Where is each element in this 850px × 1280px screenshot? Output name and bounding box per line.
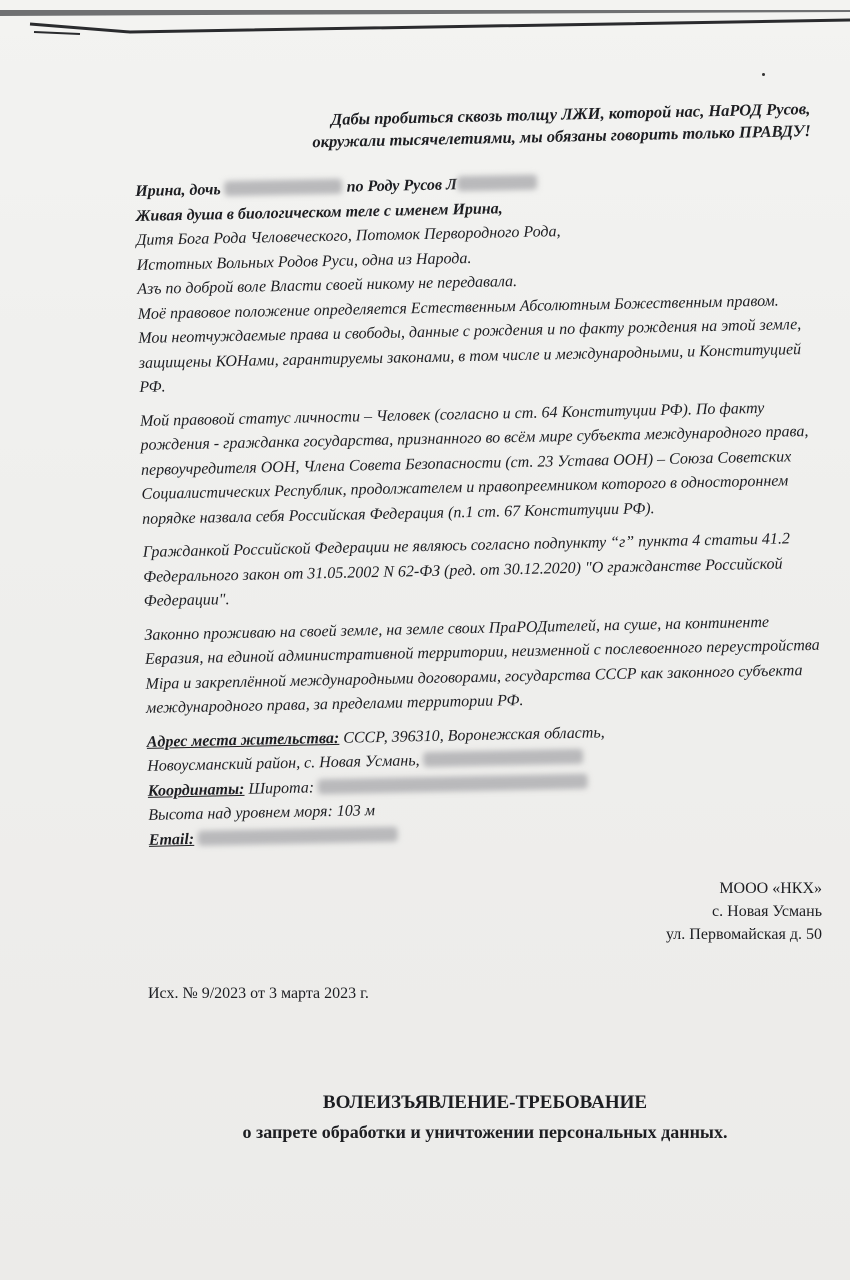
redacted-patronymic xyxy=(225,179,343,196)
document-subtitle: о запрете обработки и уничтожении персональных данных. xyxy=(242,1122,728,1142)
sender-line-3: Дитя Бога Рода Человеческого, Потомок Первородного Рода, xyxy=(136,223,561,249)
address-line-2-text: Новоусманский район, с. Новая Усмань, xyxy=(147,752,420,775)
epigraph xyxy=(250,98,811,155)
epigraph-line-2: окружали тысячелетиями, мы обязаны говорить только ПРАВДУ! xyxy=(312,120,811,152)
address-label: Адрес места жительства: xyxy=(146,729,340,751)
status-paragraph: Мой правовой статус личности – Человек (согласно и ст. 64 Конституции РФ). По факту рождения - гражданка государства, признанного во всём мире субъекта международного права, первоучредителя ООН, Члена Совета Безопасности (ст. 23 Устава ООН) – Союза Советских Социалистических Республик, продолжателем и правопреемником которого в одностороннем порядке назвала себя Российская Федерация (п.1 ст. 67 Конституции РФ). xyxy=(139,399,809,528)
sender-line-4: Истотных Вольных Родов Руси, одна из Народа. xyxy=(136,249,472,274)
sender-line-7: Мои неотчуждаемые права и свободы, данные с рождения и по факту рождения на этой земле, защищены КОНами, гарантируемы законами, в том числе и международными, и Конституцией РФ. xyxy=(138,316,802,396)
outgoing-reference: Исх. № 9/2023 от 3 марта 2023 г. xyxy=(148,985,369,1002)
redacted-surname xyxy=(457,175,537,192)
sender-name-part-2: по Роду Русов Л xyxy=(346,176,458,196)
document-title: ВОЛЕИЗЪЯВЛЕНИЕ-ТРЕБОВАНИЕ xyxy=(322,1092,648,1113)
sender-line-6: Моё правовое положение определяется Естественным Абсолютным Божественным правом. xyxy=(137,292,779,323)
altitude-line: Высота над уровнем моря: 103 м xyxy=(148,802,376,824)
addressee-city: с. Новая Усмань xyxy=(712,903,822,920)
redacted-street xyxy=(423,749,583,767)
page-fold-shadow xyxy=(0,10,850,36)
citizenship-paragraph: Гражданкой Российской Федерации не являюсь согласно подпункту “г” пункта 4 статьи 41.2 Федерального закон от 31.05.2002 N 62-ФЗ (ред. от 30.12.2020) "О гражданстве Российской Федерации". xyxy=(142,530,791,610)
ink-dot xyxy=(762,73,765,76)
sender-line-5: Азъ по доброй воле Власти своей никому не передавала. xyxy=(137,273,518,298)
redacted-email xyxy=(198,826,398,845)
sender-block xyxy=(135,166,824,853)
coordinates-label: Координаты: xyxy=(147,780,245,800)
email-label: Email: xyxy=(148,830,195,849)
coordinates-value: Широта: xyxy=(244,778,315,798)
sender-name-part-1: Ирина, дочь xyxy=(135,181,221,200)
sender-line-2: Живая душа в биологическом теле с именем Ирина, xyxy=(135,199,503,225)
addressee-block xyxy=(666,877,822,946)
epigraph-line-1: Дабы пробиться сквозь толщу ЛЖИ, которой нас, НаРОД Русов, xyxy=(330,98,811,129)
addressee-org: МООО «НКХ» xyxy=(719,880,822,897)
address-value: СССР, 396310, Воронежская область, xyxy=(339,723,605,747)
residence-paragraph: Законно проживаю на своей земле, на земле своих ПраРОДителей, на суше, на континенте Евразия, на единой административной территории, неизменной с послевоенного переустройства Міра и закреплённой международными договорами, государства СССР как законного субъекта международного права, за пределами территории РФ. xyxy=(144,613,820,717)
addressee-street: ул. Первомайская д. 50 xyxy=(666,926,822,943)
redacted-coordinates xyxy=(318,773,588,794)
